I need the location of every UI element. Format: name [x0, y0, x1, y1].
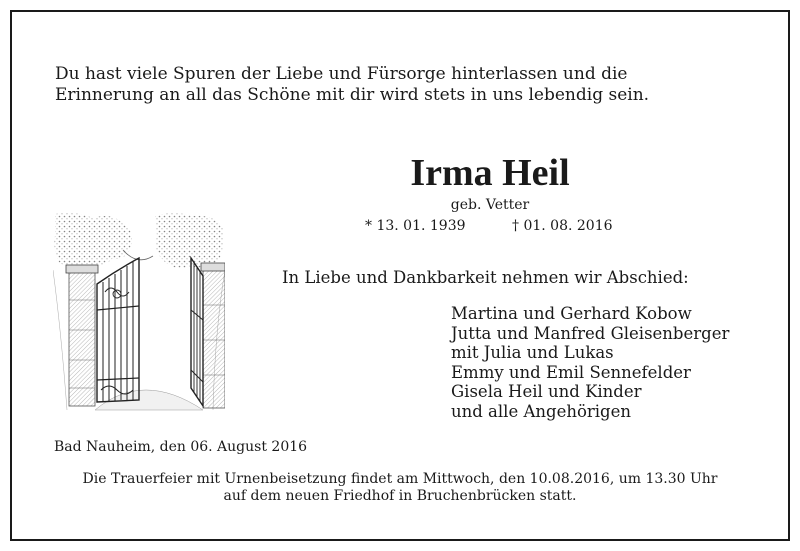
mourner-1: Martina und Gerhard Kobow [451, 304, 692, 323]
deceased-name: Irma Heil [410, 152, 570, 194]
death-date: † 01. 08. 2016 [512, 218, 613, 234]
funeral-info [20, 471, 780, 505]
mourner-2: Jutta und Manfred Gleisenberger [451, 323, 730, 343]
mourners-list [451, 304, 729, 421]
funeral-line-2: auf dem neuen Friedhof in Bruchenbrücken statt. [223, 488, 577, 504]
mourner-6: und alle Angehörigen [451, 401, 632, 421]
farewell-line: In Liebe und Dankbarkeit nehmen wir Abschied: [282, 268, 689, 287]
mourner-4: Emmy und Emil Sennefelder [451, 362, 691, 382]
place-date: Bad Nauheim, den 06. August 2016 [54, 439, 308, 455]
motto-line-1: Du hast viele Spuren der Liebe und Fürsorge hinterlassen und die [55, 64, 628, 84]
mourner-3: mit Julia und Lukas [451, 343, 614, 362]
birth-date: * 13. 01. 1939 [365, 218, 466, 234]
open-garden-gate-icon [53, 210, 225, 416]
motto-line-2: Erinnerung an all das Schöne mit dir wird stets in uns lebendig sein. [55, 85, 650, 105]
funeral-line-1: Die Trauerfeier mit Urnenbeisetzung findet am Mittwoch, den 10.08.2016, um 13.30 Uhr [82, 471, 718, 487]
motto [55, 64, 735, 106]
birth-name: geb. Vetter [450, 197, 530, 213]
mourner-5: Gisela Heil und Kinder [451, 382, 642, 401]
